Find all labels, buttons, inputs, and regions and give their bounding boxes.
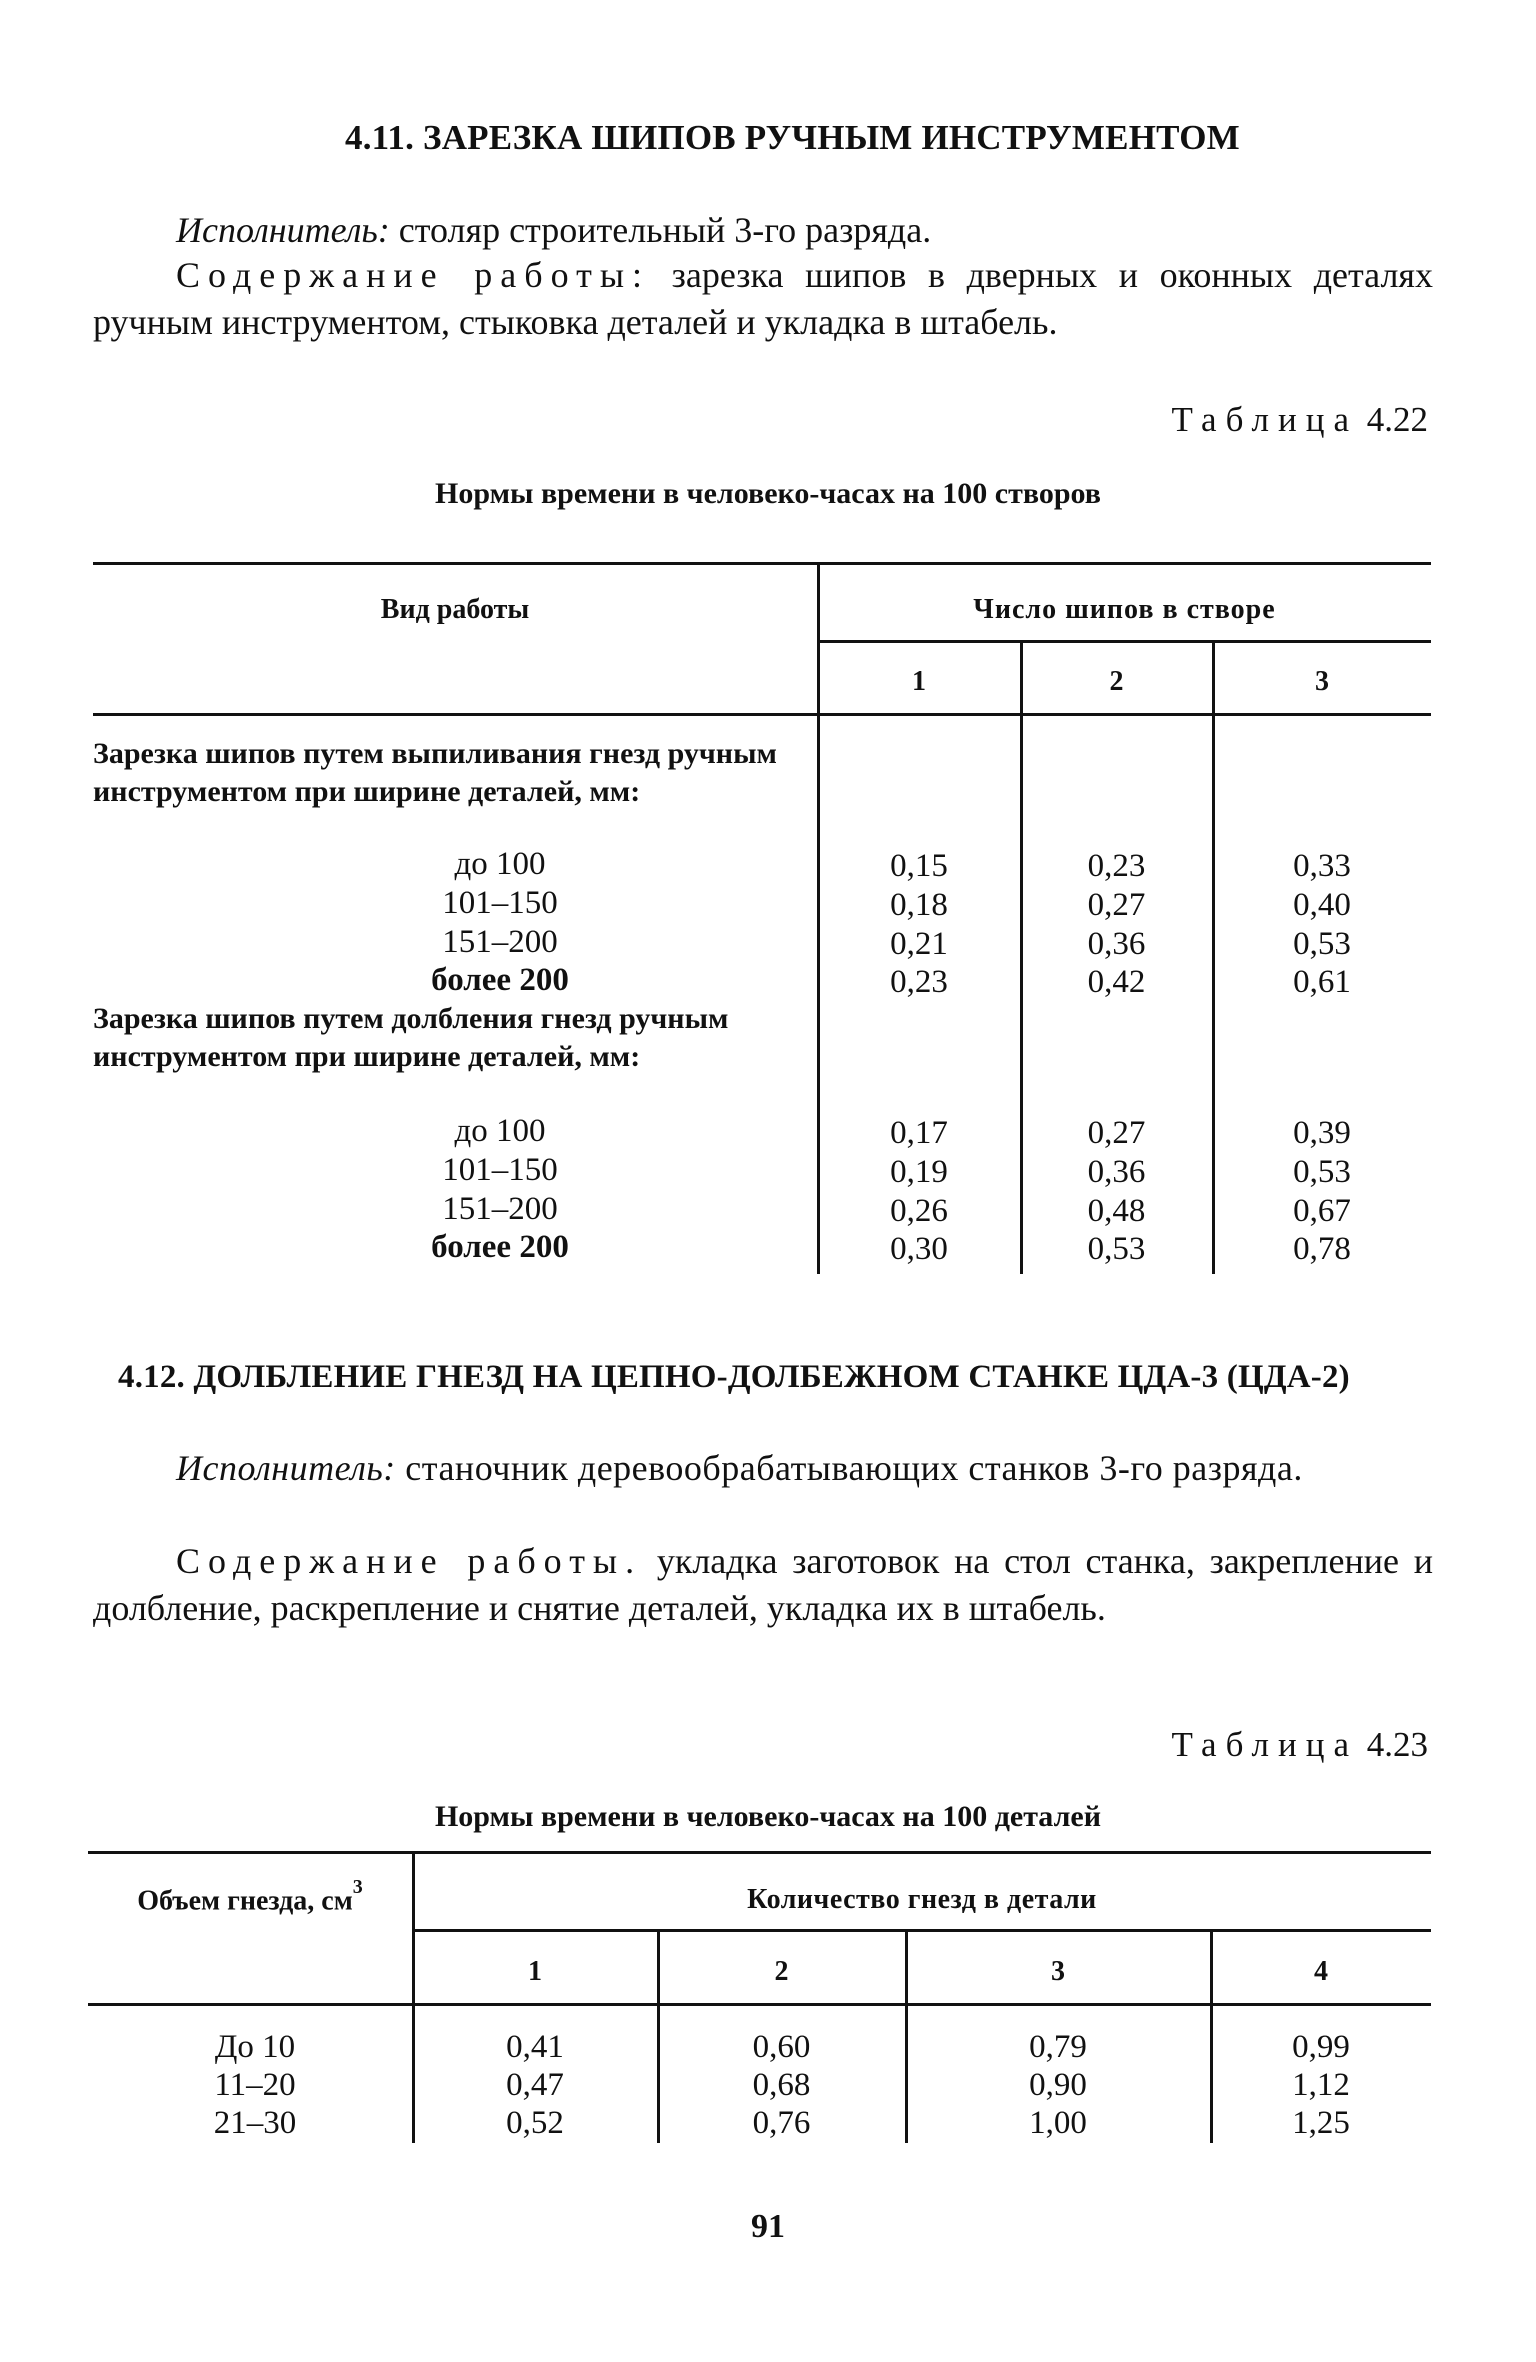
- col-number: 2: [774, 1956, 789, 1987]
- col-header-tenons: Число шипов в створе: [973, 594, 1276, 625]
- executor-label: Исполнитель:: [176, 1448, 396, 1488]
- section-411-content: [93, 252, 1433, 346]
- content-label: Содержание работы.: [176, 1541, 643, 1581]
- section-411-heading: 4.11. ЗАРЕЗКА ШИПОВ РУЧНЫМ ИНСТРУМЕНТОМ: [345, 118, 1240, 157]
- executor-text: станочник деревообрабатывающих станков 3-го разряда.: [395, 1448, 1303, 1488]
- group-title: Зарезка шипов путем долбления гнезд ручным инструментом при ширине деталей, мм:: [93, 1002, 729, 1073]
- section-412-heading: 4.12. ДОЛБЛЕНИЕ ГНЕЗД НА ЦЕПНО-ДОЛБЕЖНОМ СТАНКЕ ЦДА-3 (ЦДА-2): [118, 1359, 1350, 1395]
- executor-text: столяр строительный 3-го разряда.: [389, 210, 932, 250]
- col-header-volume: Объем гнезда, $см^3$: [137, 1876, 363, 1917]
- content-text: укладка заготовок на стол станка, закрепление и долбление, раскрепление и снятие деталей, укладка их в штабель.: [93, 1541, 1433, 1628]
- col-number: 4: [1314, 1956, 1328, 1987]
- table-423-caption: Нормы времени в человеко-часах на 100 деталей: [434, 1800, 1102, 1833]
- col-header-work: Вид работы: [380, 594, 530, 625]
- content-text: зарезка шипов в дверных и оконных деталях ручным инструментом, стыковка деталей и укладка в штабель.: [93, 255, 1433, 342]
- col-header-count: Количество гнезд в детали: [747, 1884, 1097, 1915]
- content-label: Содержание работы:: [176, 255, 651, 295]
- group-title: Зарезка шипов путем выпиливания гнезд ручным инструментом при ширине деталей, мм:: [93, 737, 777, 808]
- section-412-executor: [93, 1445, 1433, 1492]
- col-number: 1: [528, 1956, 542, 1987]
- col-number: 3: [1051, 1956, 1065, 1987]
- table-422-label: Таблица 4.22: [1171, 400, 1428, 439]
- col-number: 2: [1109, 666, 1124, 697]
- table-423-label: Таблица 4.23: [1171, 1725, 1428, 1764]
- page-number: 91: [751, 2208, 785, 2245]
- section-412-content: [93, 1538, 1433, 1632]
- table-422-caption: Нормы времени в человеко-часах на 100 створов: [435, 477, 1101, 510]
- executor-label: Исполнитель:: [176, 210, 390, 250]
- col-number: 1: [912, 666, 926, 697]
- col-number: 3: [1315, 666, 1329, 697]
- section-411-executor: [176, 207, 1426, 254]
